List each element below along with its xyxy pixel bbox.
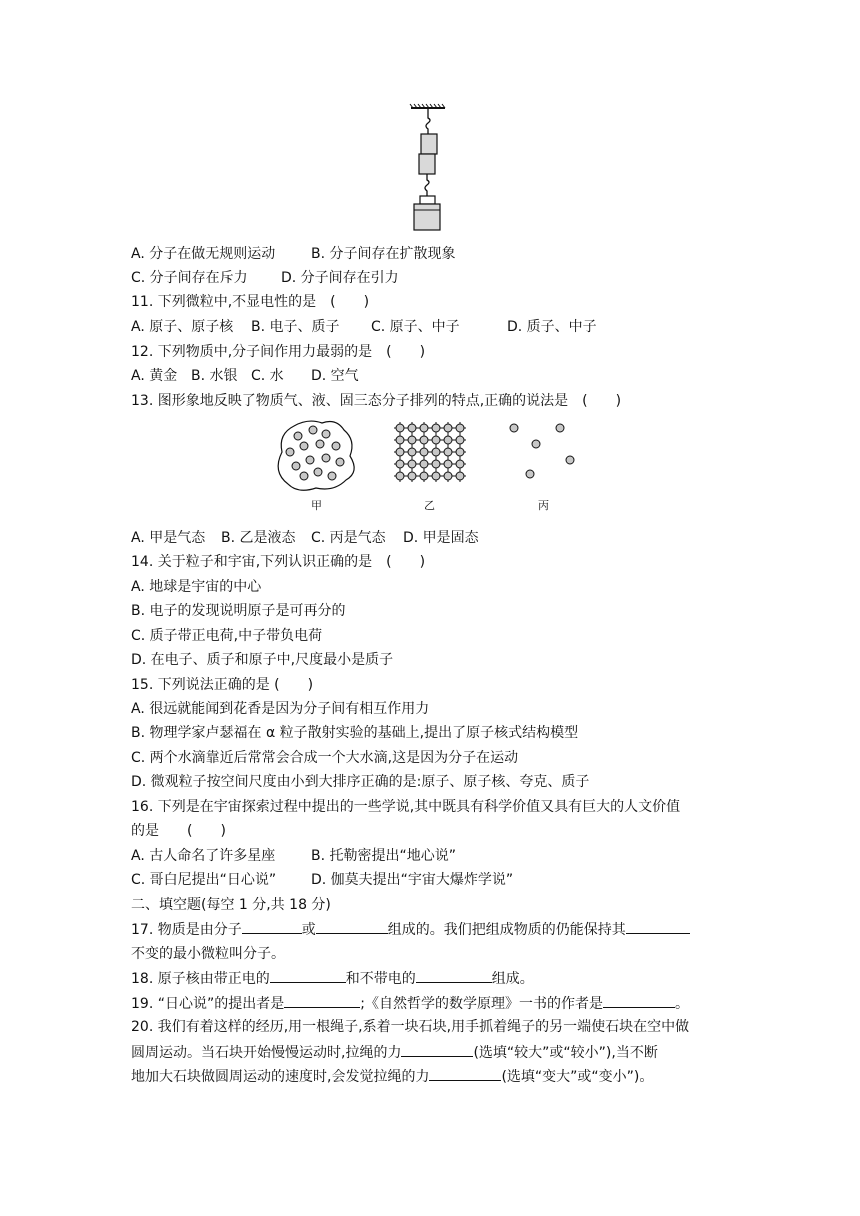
q12-option-b: B. 水银: [191, 368, 238, 384]
q17-blank-2[interactable]: [316, 919, 388, 934]
section-title-fill-blank: 二、填空题(每空 1 分,共 18 分): [131, 897, 331, 913]
q16-options-row2: [131, 870, 513, 890]
q10-options-row2: [131, 268, 399, 288]
q19-text-3: 。: [674, 996, 689, 1012]
q12-option-d: D. 空气: [311, 368, 359, 384]
q20-text-3: 地加大石块做圆周运动的速度时,会发觉拉绳的力: [131, 1069, 430, 1085]
q11-option-a: A. 原子、原子核: [131, 319, 234, 335]
q18-blank-1[interactable]: [270, 968, 346, 983]
q14-option-d: D. 在电子、质子和原子中,尺度最小是质子: [131, 652, 394, 668]
q19-blank-2[interactable]: [603, 993, 675, 1008]
q15-option-c: C. 两个水滴靠近后常常会合成一个大水滴,这是因为分子在运动: [131, 750, 519, 766]
q11-option-b: B. 电子、质子: [251, 319, 340, 335]
q19-text-2: ;《自然哲学的数学原理》一书的作者是: [360, 996, 603, 1012]
q12-stem: 12. 下列物质中,分子间作用力最弱的是 ( ): [131, 344, 426, 360]
q20-blank-1[interactable]: [401, 1042, 473, 1057]
q16-option-c: C. 哥白尼提出“日心说”: [131, 872, 277, 888]
q10-option-a: A. 分子在做无规则运动: [131, 246, 276, 262]
q10-option-c: C. 分子间存在斥力: [131, 270, 248, 286]
q20-blank-2[interactable]: [429, 1066, 501, 1081]
q14-stem: 14. 关于粒子和宇宙,下列认识正确的是 ( ): [131, 554, 426, 570]
q15-stem: 15. 下列说法正确的是 ( ): [131, 677, 314, 693]
q13-options: [131, 528, 479, 548]
q14-option-c: C. 质子带正电荷,中子带负电荷: [131, 628, 323, 644]
q16-option-d: D. 伽莫夫提出“宇宙大爆炸学说”: [311, 872, 514, 888]
q17-blank-3[interactable]: [626, 919, 690, 934]
q17-text-1: 17. 物质是由分子: [131, 922, 242, 938]
q16-options-row1: [131, 846, 456, 866]
q17-line2: 不变的最小微粒叫分子。: [131, 946, 285, 962]
hanging-blocks-figure: [405, 104, 455, 234]
q18-text-1: 18. 原子核由带正电的: [131, 971, 270, 987]
q16-option-b: B. 托勒密提出“地心说”: [311, 848, 457, 864]
diagram-label-jia: 甲: [311, 499, 322, 512]
q18-line: [131, 968, 534, 988]
q16-option-a: A. 古人命名了许多星座: [131, 848, 276, 864]
q20-line3: [131, 1066, 653, 1086]
q17-blank-1[interactable]: [242, 919, 302, 934]
q16-stem-line1: 16. 下列是在宇宙探索过程中提出的一些学说,其中既具有科学价值又具有巨大的人文价值: [131, 799, 681, 815]
q11-stem: 11. 下列微粒中,不显电性的是 ( ): [131, 294, 370, 310]
q13-option-c: C. 丙是气态: [311, 530, 386, 546]
q15-option-a: A. 很远就能闻到花香是因为分子间有相互作用力: [131, 701, 430, 717]
q10-option-b: B. 分子间存在扩散现象: [311, 246, 456, 262]
q20-text-2: (选填“较大”或“较小”),当不断: [473, 1045, 658, 1061]
q18-blank-2[interactable]: [416, 968, 492, 983]
q18-text-2: 和不带电的: [345, 971, 416, 987]
q11-option-d: D. 质子、中子: [507, 319, 597, 335]
q15-option-b: B. 物理学家卢瑟福在 α 粒子散射实验的基础上,提出了原子核式结构模型: [131, 725, 579, 741]
diagram-label-bing: 丙: [538, 499, 549, 512]
q17-text-3: 组成的。我们把组成物质的仍能保持其: [387, 922, 626, 938]
q16-stem-line2: 的是 ( ): [131, 823, 226, 839]
q20-text-1: 圆周运动。当石块开始慢慢运动时,拉绳的力: [131, 1045, 402, 1061]
q10-options-row1: [131, 244, 456, 264]
q12-option-c: C. 水: [251, 368, 284, 384]
q13-option-b: B. 乙是液态: [221, 530, 296, 546]
q18-text-3: 组成。: [491, 971, 534, 987]
q11-option-c: C. 原子、中子: [371, 319, 460, 335]
q19-text-1: 19. “日心说”的提出者是: [131, 996, 285, 1012]
q12-option-a: A. 黄金: [131, 368, 178, 384]
q14-option-a: A. 地球是宇宙的中心: [131, 579, 262, 595]
q12-options: [131, 366, 359, 386]
q19-blank-1[interactable]: [284, 993, 360, 1008]
q14-option-b: B. 电子的发现说明原子是可再分的: [131, 603, 346, 619]
q13-option-a: A. 甲是气态: [131, 530, 206, 546]
q17-line1: [131, 919, 690, 939]
q10-option-d: D. 分子间存在引力: [281, 270, 399, 286]
q19-line: [131, 993, 689, 1013]
q15-option-d: D. 微观粒子按空间尺度由小到大排序正确的是:原子、原子核、夸克、质子: [131, 774, 590, 790]
q13-option-d: D. 甲是固态: [403, 530, 479, 546]
q20-text-4: (选填“变大”或“变小”)。: [501, 1069, 654, 1085]
q20-line1: 20. 我们有着这样的经历,用一根绳子,系着一块石块,用手抓着绳子的另一端使石块在空中做: [131, 1019, 690, 1035]
q13-stem: 13. 图形象地反映了物质气、液、固三态分子排列的特点,正确的说法是 ( ): [131, 393, 622, 409]
diagram-label-yi: 乙: [424, 499, 435, 512]
q17-text-2: 或: [301, 922, 316, 938]
q11-options: [131, 317, 597, 337]
q20-line2: [131, 1042, 658, 1062]
